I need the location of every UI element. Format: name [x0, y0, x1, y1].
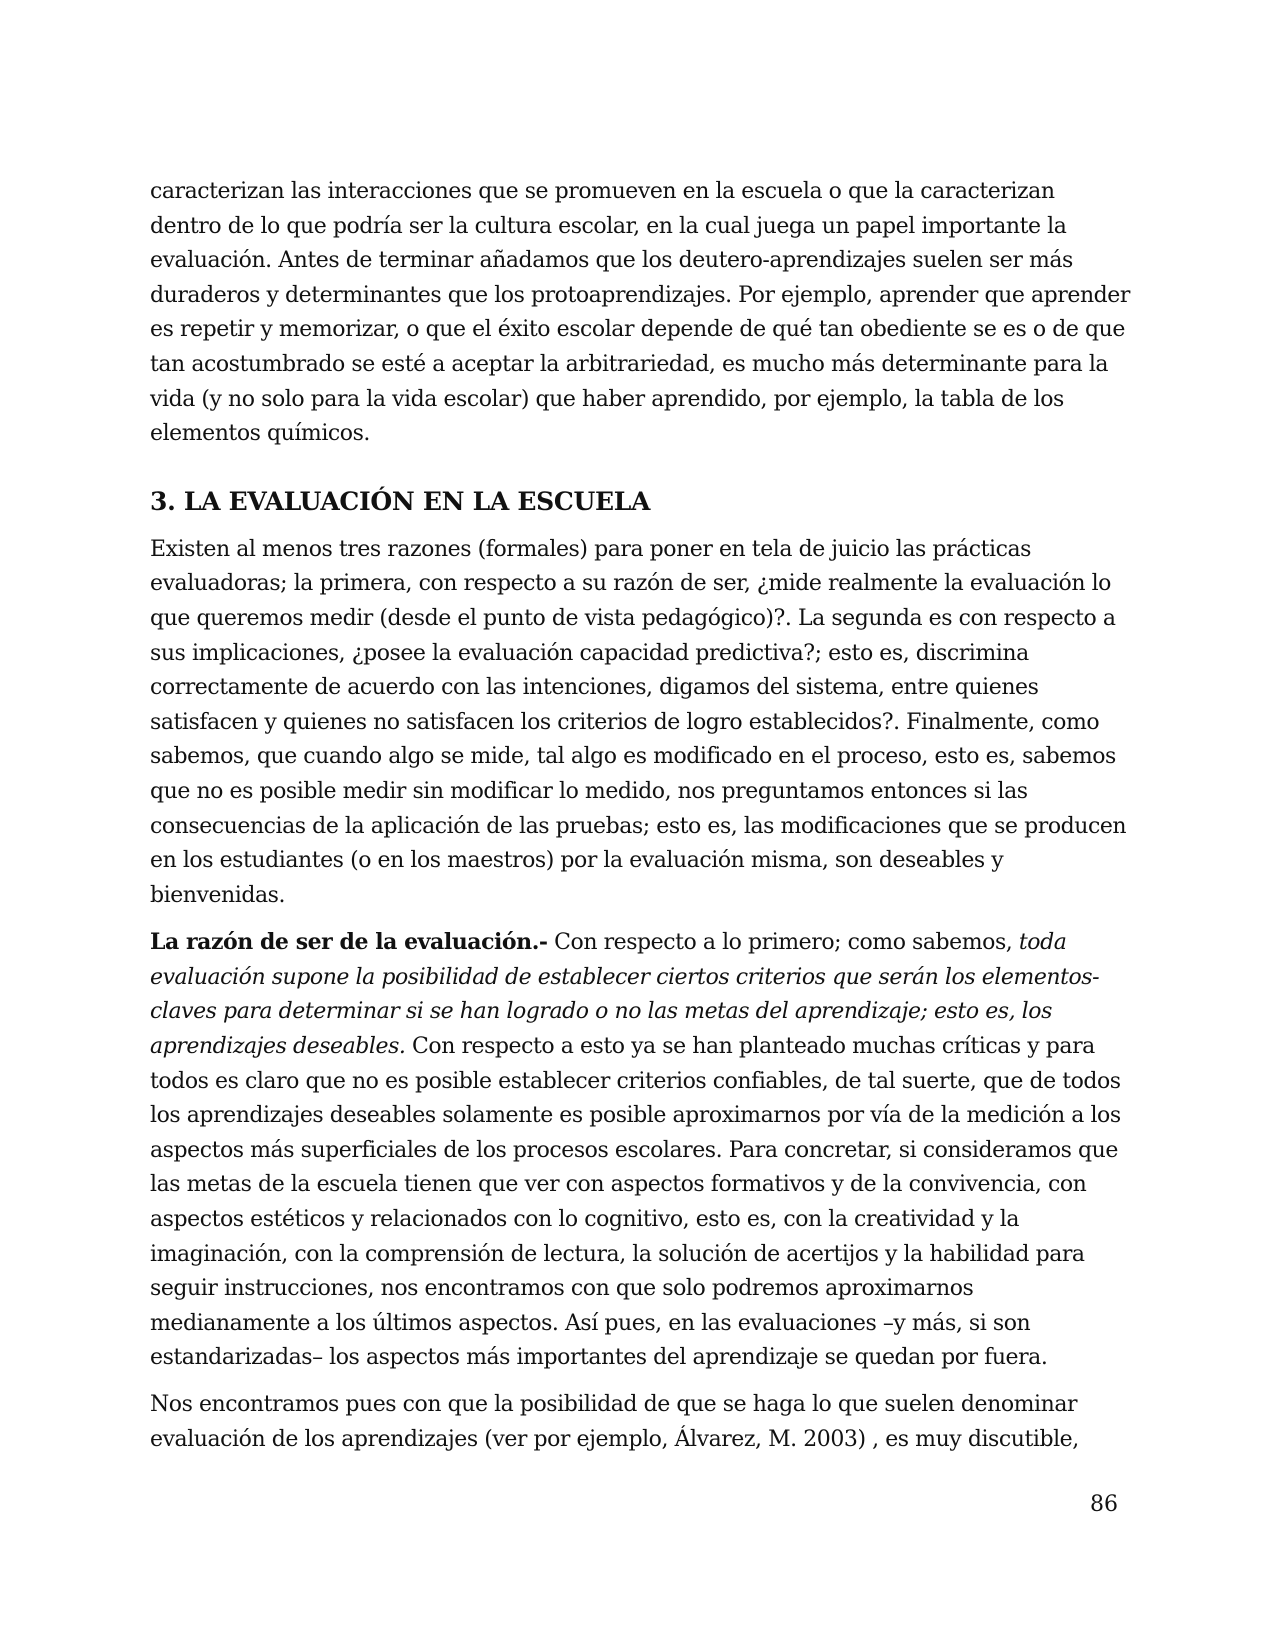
paragraph-intro: caracterizan las interacciones que se promueven en la escuela o que la caracterizan dentro de lo que podría ser la cultura escolar, en la cual juega un papel importante la evaluación. Antes de terminar añadamos que los deutero-aprendizajes suelen ser más duraderos y determinantes que los protoaprendizajes. Por ejemplo, aprender que aprender es repetir y memorizar, o que el éxito escolar depende de qué tan obediente se es o de que tan acostumbrado se esté a aceptar la arbitrariedad, es mucho más determinante para la vida (y no solo para la vida escolar) que haber aprendido, por ejemplo, la tabla de los elementos químicos. — [150, 179, 1130, 447]
paragraph-lead-bold: La razón de ser de la evaluación.- — [150, 929, 548, 956]
paragraph-three-reasons: Existen al menos tres razones (formales) para poner en tela de juicio las prácticas evaluadoras; la primera, con respecto a su razón de ser, ¿mide realmente la evaluación lo que queremos medir (desde el punto de vista pedagógico)?. La segunda es con respecto a sus implicaciones, ¿posee la evaluación capacidad predictiva?; esto es, discrimina correctamente de acuerdo con las intenciones, digamos del sistema, entre quienes satisfacen y quienes no satisfacen los criterios de logro establecidos?. Finalmente, como sabemos, que cuando algo se mide, tal algo es modificado en el proceso, esto es, sabemos que no es posible medir sin modificar lo medido, nos preguntamos entonces si las consecuencias de la aplicación de las pruebas; esto es, las modificaciones que se producen en los estudiantes (o en los maestros) por la evaluación misma, son deseables y bienvenidas. — [150, 536, 1127, 908]
paragraph-text-b: Con respecto a esto ya se han planteado muchas críticas y para todos es claro que no es posible establecer criterios confiables, de tal suerte, que de todos los aprendizajes deseables solamente es posible aproximarnos por vía de la medición a los aspectos más superficiales de los procesos escolares. Para concretar, si consideramos que las metas de la escuela tienen que ver con aspectos formativos y de la convivencia, con aspectos estéticos y relacionados con lo cognitivo, esto es, con la creatividad y la imaginación, con la comprensión de lectura, la solución de acertijos y la habilidad para seguir instrucciones, nos encontramos con que solo podremos aproximarnos medianamente a los últimos aspectos. Así pues, en las evaluaciones –y más, si son estandarizadas– los aspectos más importantes del aprendizaje se quedan por fuera. — [150, 1034, 1121, 1371]
page-number: 86 — [1090, 1492, 1118, 1517]
page-body — [150, 175, 1130, 1457]
paragraph-text-a: Con respecto a lo primero; como sabemos, — [547, 930, 1019, 956]
paragraph-italic: toda evaluación supone la posibilidad de establecer ciertos criterios que serán los elementos-claves para determinar si se han logrado o no las metas del aprendizaje; esto es, los aprendizajes deseables. — [150, 930, 1100, 1060]
paragraph-razon-de-ser — [150, 925, 1130, 1376]
paragraph-conclusion: Nos encontramos pues con que la posibilidad de que se haga lo que suelen denominar evaluación de los aprendizajes (ver por ejemplo, Álvarez, M. 2003) , es muy discutible, — [150, 1392, 1079, 1452]
section-heading: 3. LA EVALUACIÓN EN LA ESCUELA — [150, 486, 651, 516]
